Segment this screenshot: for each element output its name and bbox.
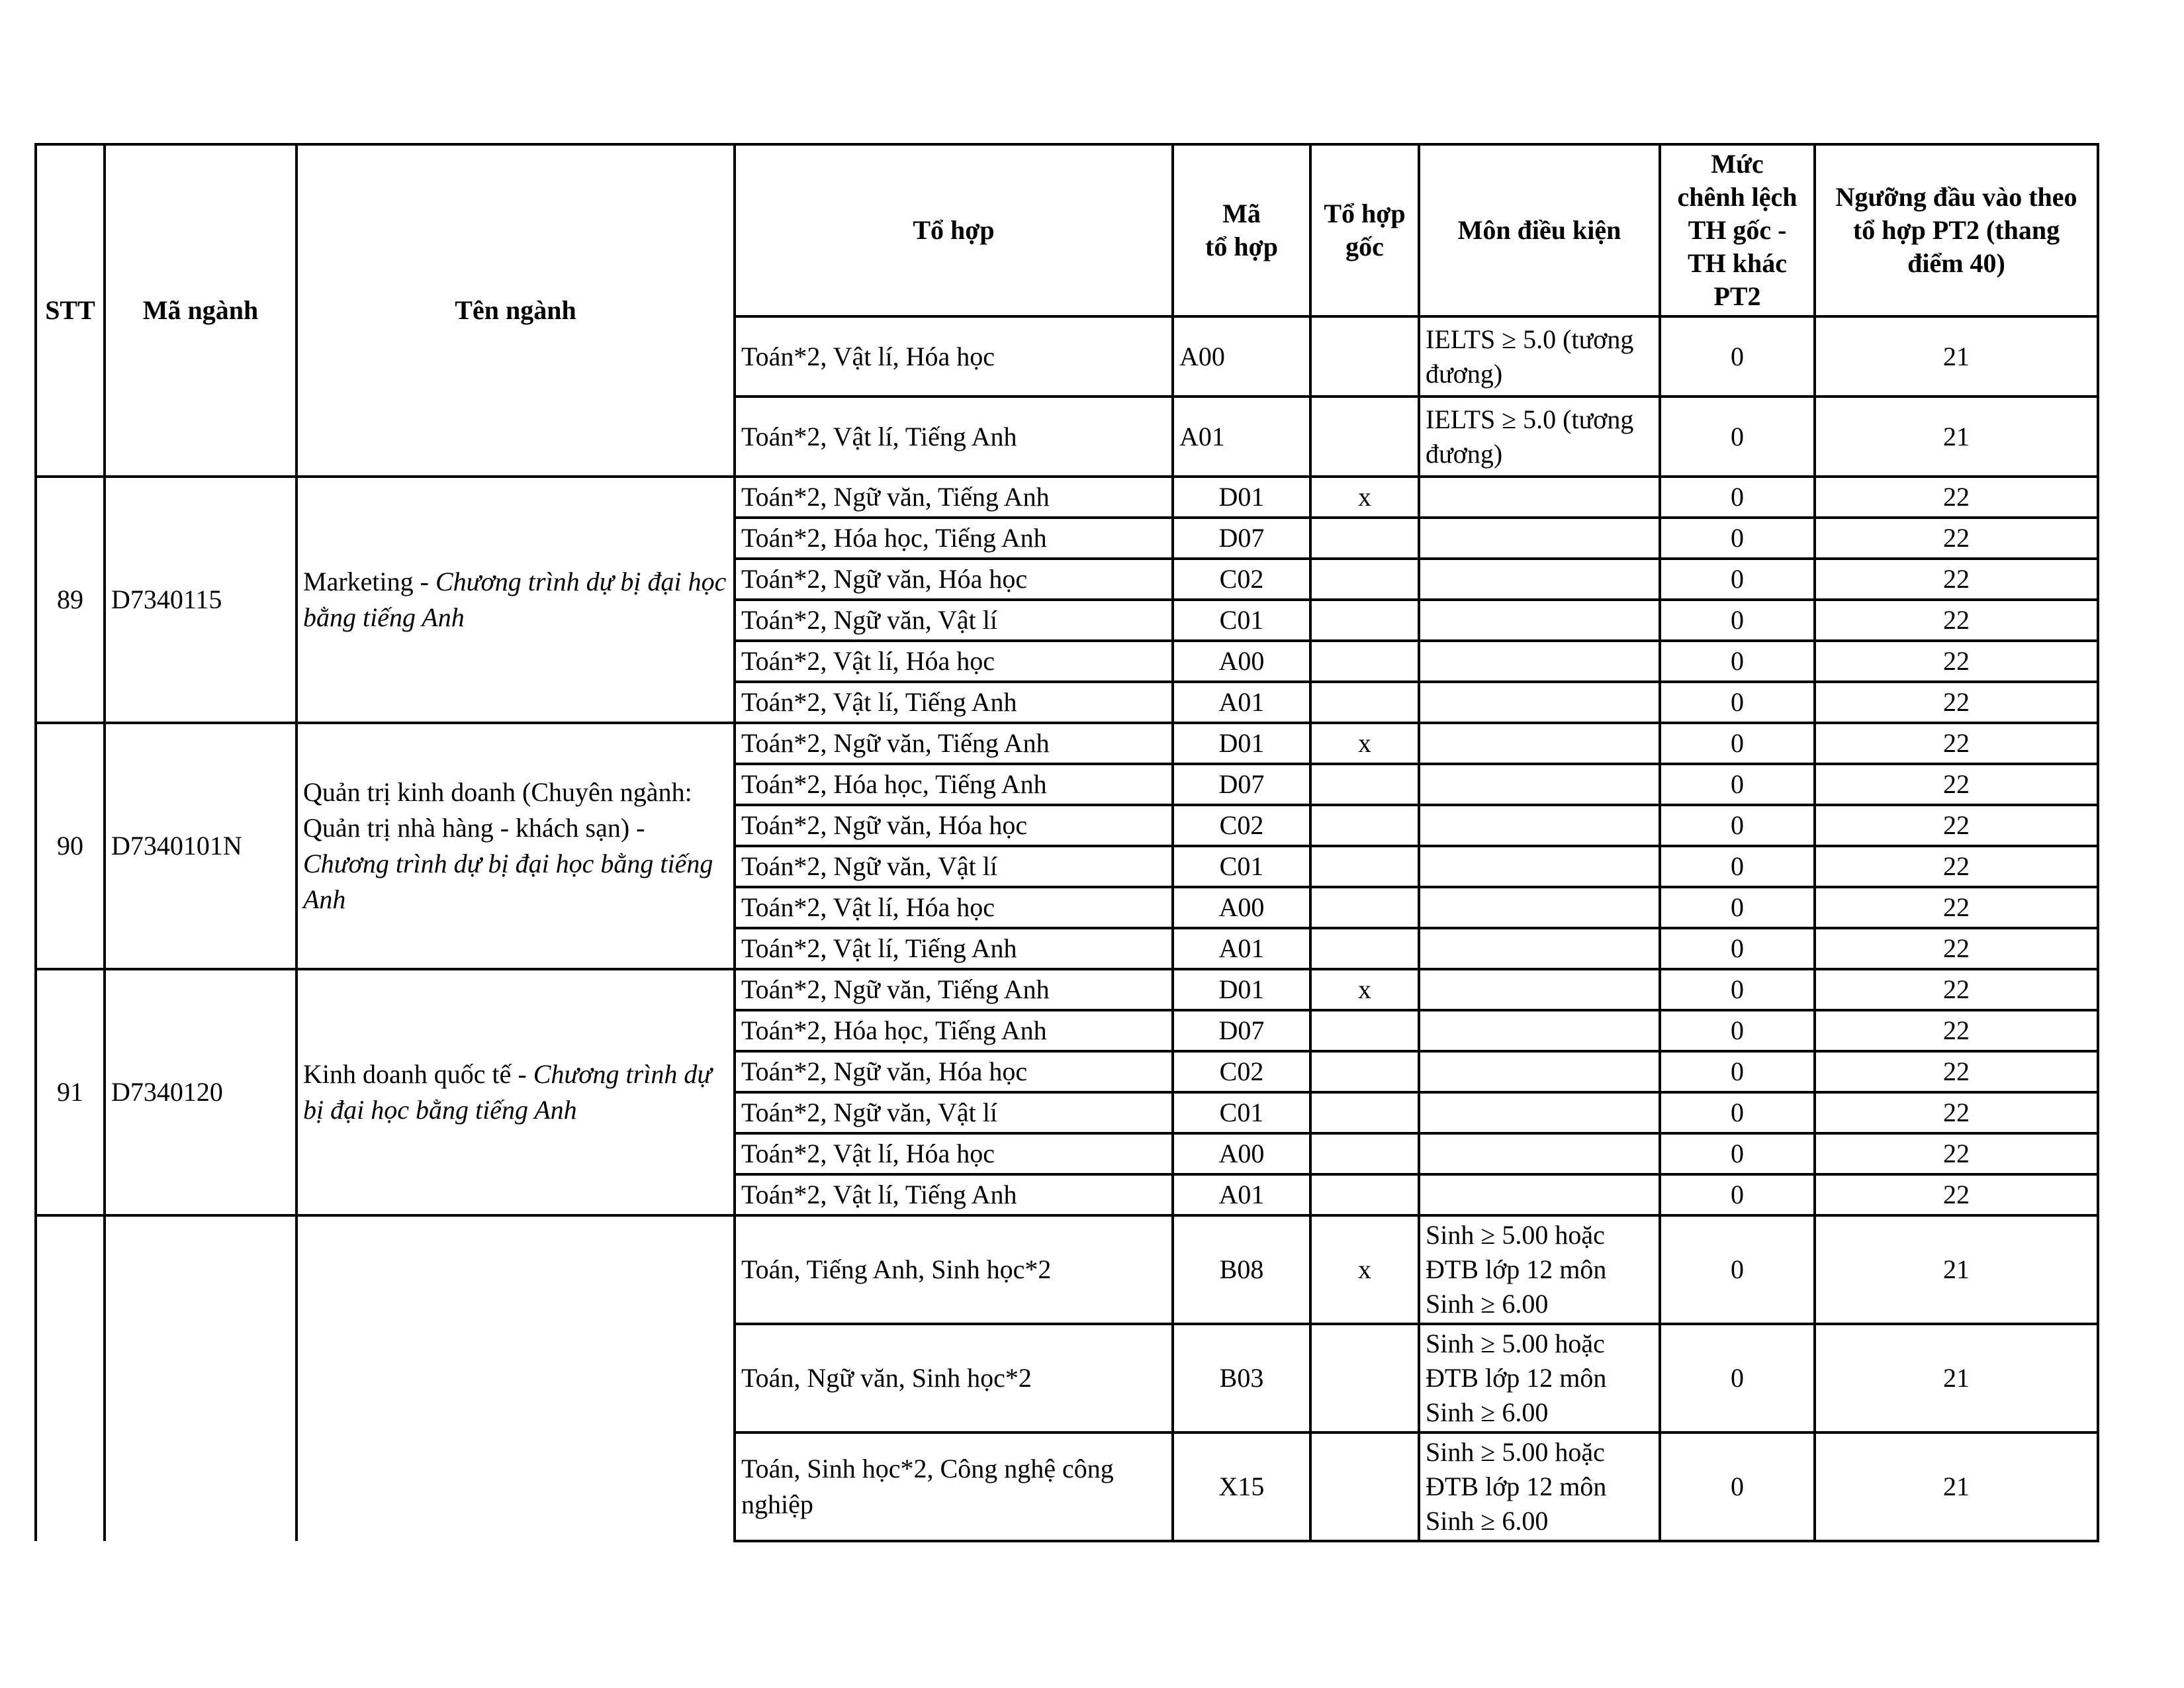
- admission-table: [34, 143, 2099, 1542]
- chenh-lech-cell: 0: [1660, 887, 1815, 928]
- ma-to-hop-cell: B03: [1173, 1324, 1310, 1432]
- to-hop-cell: Toán*2, Hóa học, Tiếng Anh: [735, 1010, 1173, 1051]
- ma-to-hop-cell: A00: [1173, 887, 1310, 928]
- to-hop-goc-cell: [1310, 559, 1419, 600]
- nguong-cell: 21: [1815, 1324, 2098, 1432]
- header-nguong: Ngưỡng đầu vào theo tổ hợp PT2 (thang điểm 40): [1815, 144, 2098, 316]
- nguong-cell: 21: [1815, 316, 2098, 397]
- chenh-lech-cell: 0: [1660, 559, 1815, 600]
- stt-cell: [36, 1215, 105, 1541]
- mon-dieu-kien-cell: [1419, 887, 1660, 928]
- chenh-lech-cell: 0: [1660, 846, 1815, 887]
- nguong-cell: 22: [1815, 723, 2098, 764]
- nguong-cell: 22: [1815, 969, 2098, 1010]
- chenh-lech-cell: 0: [1660, 969, 1815, 1010]
- mon-dieu-kien-cell: [1419, 1174, 1660, 1215]
- to-hop-cell: Toán*2, Ngữ văn, Tiếng Anh: [735, 723, 1173, 764]
- chenh-lech-cell: 0: [1660, 600, 1815, 641]
- to-hop-goc-cell: [1310, 682, 1419, 723]
- to-hop-cell: Toán*2, Vật lí, Hóa học: [735, 641, 1173, 682]
- ma-to-hop-cell: C02: [1173, 805, 1310, 846]
- chenh-lech-cell: 0: [1660, 682, 1815, 723]
- table-row: [36, 477, 2098, 518]
- mon-dieu-kien-cell: [1419, 723, 1660, 764]
- ma-to-hop-cell: A00: [1173, 1133, 1310, 1174]
- nguong-cell: 22: [1815, 641, 2098, 682]
- nguong-cell: 22: [1815, 1133, 2098, 1174]
- mon-dieu-kien-cell: [1419, 518, 1660, 559]
- mon-dieu-kien-cell: [1419, 846, 1660, 887]
- ten-nganh-cell: [296, 1215, 735, 1541]
- chenh-lech-cell: 0: [1660, 764, 1815, 805]
- header-ten-nganh: Tên ngành: [296, 144, 735, 477]
- to-hop-goc-cell: [1310, 1092, 1419, 1133]
- ma-to-hop-cell: A01: [1173, 1174, 1310, 1215]
- ma-to-hop-cell: X15: [1173, 1432, 1310, 1541]
- to-hop-cell: Toán, Ngữ văn, Sinh học*2: [735, 1324, 1173, 1432]
- to-hop-cell: Toán, Sinh học*2, Công nghệ công nghiệp: [735, 1432, 1173, 1541]
- to-hop-cell: Toán*2, Vật lí, Hóa học: [735, 887, 1173, 928]
- stt-cell: 91: [36, 969, 105, 1215]
- to-hop-cell: Toán*2, Vật lí, Tiếng Anh: [735, 682, 1173, 723]
- ma-to-hop-cell: A01: [1173, 928, 1310, 969]
- chenh-lech-cell: 0: [1660, 1432, 1815, 1541]
- table-row: [36, 1215, 2098, 1324]
- header-ma-nganh: Mã ngành: [105, 144, 296, 477]
- chenh-lech-cell: 0: [1660, 1051, 1815, 1092]
- ma-to-hop-cell: A00: [1173, 641, 1310, 682]
- admission-table-sheet: [34, 143, 2099, 1542]
- mon-dieu-kien-cell: Sinh ≥ 5.00 hoặc ĐTB lớp 12 môn Sinh ≥ 6.00: [1419, 1324, 1660, 1432]
- nguong-cell: 22: [1815, 805, 2098, 846]
- to-hop-goc-cell: [1310, 1010, 1419, 1051]
- chenh-lech-cell: 0: [1660, 1092, 1815, 1133]
- ma-to-hop-cell: D01: [1173, 969, 1310, 1010]
- header-to-hop: Tổ hợp: [735, 144, 1173, 316]
- chenh-lech-cell: 0: [1660, 641, 1815, 682]
- ma-to-hop-cell: D01: [1173, 723, 1310, 764]
- to-hop-goc-cell: x: [1310, 969, 1419, 1010]
- nguong-cell: 22: [1815, 518, 2098, 559]
- mon-dieu-kien-cell: Sinh ≥ 5.00 hoặc ĐTB lớp 12 môn Sinh ≥ 6.00: [1419, 1432, 1660, 1541]
- to-hop-cell: Toán*2, Ngữ văn, Vật lí: [735, 846, 1173, 887]
- to-hop-goc-cell: x: [1310, 723, 1419, 764]
- header-ma-to-hop: Mã tổ hợp: [1173, 144, 1310, 316]
- mon-dieu-kien-cell: [1419, 805, 1660, 846]
- nguong-cell: 22: [1815, 1051, 2098, 1092]
- to-hop-goc-cell: [1310, 518, 1419, 559]
- chenh-lech-cell: 0: [1660, 1324, 1815, 1432]
- to-hop-cell: Toán*2, Ngữ văn, Vật lí: [735, 600, 1173, 641]
- ma-to-hop-cell: D07: [1173, 764, 1310, 805]
- to-hop-goc-cell: [1310, 764, 1419, 805]
- ma-to-hop-cell: A01: [1173, 682, 1310, 723]
- to-hop-goc-cell: [1310, 1324, 1419, 1432]
- to-hop-goc-cell: [1310, 397, 1419, 477]
- ma-nganh-cell: [105, 1215, 296, 1541]
- to-hop-cell: Toán*2, Vật lí, Tiếng Anh: [735, 397, 1173, 477]
- mon-dieu-kien-cell: [1419, 600, 1660, 641]
- to-hop-goc-cell: [1310, 1133, 1419, 1174]
- to-hop-goc-cell: [1310, 316, 1419, 397]
- to-hop-cell: Toán*2, Hóa học, Tiếng Anh: [735, 518, 1173, 559]
- ma-to-hop-cell: A01: [1173, 397, 1310, 477]
- nguong-cell: 22: [1815, 764, 2098, 805]
- ma-nganh-cell: D7340120: [105, 969, 296, 1215]
- mon-dieu-kien-cell: [1419, 1092, 1660, 1133]
- ma-to-hop-cell: C02: [1173, 1051, 1310, 1092]
- nguong-cell: 22: [1815, 1092, 2098, 1133]
- header-to-hop-goc: Tổ hợp gốc: [1310, 144, 1419, 316]
- ma-to-hop-cell: C02: [1173, 559, 1310, 600]
- mon-dieu-kien-cell: [1419, 969, 1660, 1010]
- mon-dieu-kien-cell: [1419, 641, 1660, 682]
- header-row: [36, 144, 2098, 316]
- mon-dieu-kien-cell: [1419, 559, 1660, 600]
- mon-dieu-kien-cell: [1419, 1051, 1660, 1092]
- ma-to-hop-cell: D01: [1173, 477, 1310, 518]
- chenh-lech-cell: 0: [1660, 805, 1815, 846]
- to-hop-goc-cell: [1310, 805, 1419, 846]
- ma-to-hop-cell: D07: [1173, 518, 1310, 559]
- nguong-cell: 22: [1815, 928, 2098, 969]
- chenh-lech-cell: 0: [1660, 477, 1815, 518]
- to-hop-cell: Toán*2, Ngữ văn, Tiếng Anh: [735, 477, 1173, 518]
- to-hop-cell: Toán*2, Ngữ văn, Hóa học: [735, 805, 1173, 846]
- nguong-cell: 22: [1815, 846, 2098, 887]
- mon-dieu-kien-cell: IELTS ≥ 5.0 (tương đương): [1419, 397, 1660, 477]
- ma-to-hop-cell: D07: [1173, 1010, 1310, 1051]
- to-hop-cell: Toán, Tiếng Anh, Sinh học*2: [735, 1215, 1173, 1324]
- chenh-lech-cell: 0: [1660, 1010, 1815, 1051]
- chenh-lech-cell: 0: [1660, 1174, 1815, 1215]
- to-hop-goc-cell: [1310, 1051, 1419, 1092]
- to-hop-cell: Toán*2, Ngữ văn, Hóa học: [735, 1051, 1173, 1092]
- chenh-lech-cell: 0: [1660, 1215, 1815, 1324]
- header-muc-chenh-lech: Mức chênh lệch TH gốc - TH khác PT2: [1660, 144, 1815, 316]
- mon-dieu-kien-cell: [1419, 1010, 1660, 1051]
- ma-to-hop-cell: B08: [1173, 1215, 1310, 1324]
- stt-cell: 89: [36, 477, 105, 723]
- nguong-cell: 21: [1815, 1215, 2098, 1324]
- chenh-lech-cell: 0: [1660, 1133, 1815, 1174]
- to-hop-cell: Toán*2, Vật lí, Tiếng Anh: [735, 1174, 1173, 1215]
- nguong-cell: 22: [1815, 682, 2098, 723]
- mon-dieu-kien-cell: [1419, 1133, 1660, 1174]
- chenh-lech-cell: 0: [1660, 928, 1815, 969]
- mon-dieu-kien-cell: [1419, 477, 1660, 518]
- to-hop-cell: Toán*2, Ngữ văn, Tiếng Anh: [735, 969, 1173, 1010]
- to-hop-cell: Toán*2, Ngữ văn, Hóa học: [735, 559, 1173, 600]
- to-hop-goc-cell: [1310, 846, 1419, 887]
- nguong-cell: 21: [1815, 397, 2098, 477]
- to-hop-goc-cell: x: [1310, 1215, 1419, 1324]
- to-hop-cell: Toán*2, Hóa học, Tiếng Anh: [735, 764, 1173, 805]
- ten-nganh-cell: Kinh doanh quốc tế - Chương trình dự bị đại học bằng tiếng Anh: [296, 969, 735, 1215]
- mon-dieu-kien-cell: [1419, 764, 1660, 805]
- to-hop-goc-cell: [1310, 1174, 1419, 1215]
- to-hop-goc-cell: [1310, 928, 1419, 969]
- mon-dieu-kien-cell: [1419, 682, 1660, 723]
- to-hop-goc-cell: x: [1310, 477, 1419, 518]
- table-row: [36, 723, 2098, 764]
- header-mon-dieu-kien: Môn điều kiện: [1419, 144, 1660, 316]
- ma-to-hop-cell: C01: [1173, 846, 1310, 887]
- to-hop-goc-cell: [1310, 1432, 1419, 1541]
- nguong-cell: 22: [1815, 477, 2098, 518]
- to-hop-cell: Toán*2, Vật lí, Tiếng Anh: [735, 928, 1173, 969]
- chenh-lech-cell: 0: [1660, 518, 1815, 559]
- to-hop-cell: Toán*2, Vật lí, Hóa học: [735, 316, 1173, 397]
- nguong-cell: 22: [1815, 887, 2098, 928]
- to-hop-goc-cell: [1310, 600, 1419, 641]
- ma-nganh-cell: D7340101N: [105, 723, 296, 969]
- chenh-lech-cell: 0: [1660, 397, 1815, 477]
- ma-to-hop-cell: C01: [1173, 600, 1310, 641]
- mon-dieu-kien-cell: IELTS ≥ 5.0 (tương đương): [1419, 316, 1660, 397]
- to-hop-cell: Toán*2, Vật lí, Hóa học: [735, 1133, 1173, 1174]
- nguong-cell: 22: [1815, 600, 2098, 641]
- to-hop-goc-cell: [1310, 887, 1419, 928]
- nguong-cell: 22: [1815, 559, 2098, 600]
- to-hop-cell: Toán*2, Ngữ văn, Vật lí: [735, 1092, 1173, 1133]
- ma-to-hop-cell: C01: [1173, 1092, 1310, 1133]
- nguong-cell: 22: [1815, 1010, 2098, 1051]
- stt-cell: 90: [36, 723, 105, 969]
- chenh-lech-cell: 0: [1660, 723, 1815, 764]
- mon-dieu-kien-cell: [1419, 928, 1660, 969]
- chenh-lech-cell: 0: [1660, 316, 1815, 397]
- ma-nganh-cell: D7340115: [105, 477, 296, 723]
- to-hop-goc-cell: [1310, 641, 1419, 682]
- mon-dieu-kien-cell: Sinh ≥ 5.00 hoặc ĐTB lớp 12 môn Sinh ≥ 6.00: [1419, 1215, 1660, 1324]
- ma-to-hop-cell: A00: [1173, 316, 1310, 397]
- table-row: [36, 969, 2098, 1010]
- ten-nganh-cell: Quản trị kinh doanh (Chuyên ngành: Quản trị nhà hàng - khách sạn) - Chương trình dự bị đại học bằng tiếng Anh: [296, 723, 735, 969]
- nguong-cell: 21: [1815, 1432, 2098, 1541]
- header-stt: STT: [36, 144, 105, 477]
- ten-nganh-cell: Marketing - Chương trình dự bị đại học bằng tiếng Anh: [296, 477, 735, 723]
- nguong-cell: 22: [1815, 1174, 2098, 1215]
